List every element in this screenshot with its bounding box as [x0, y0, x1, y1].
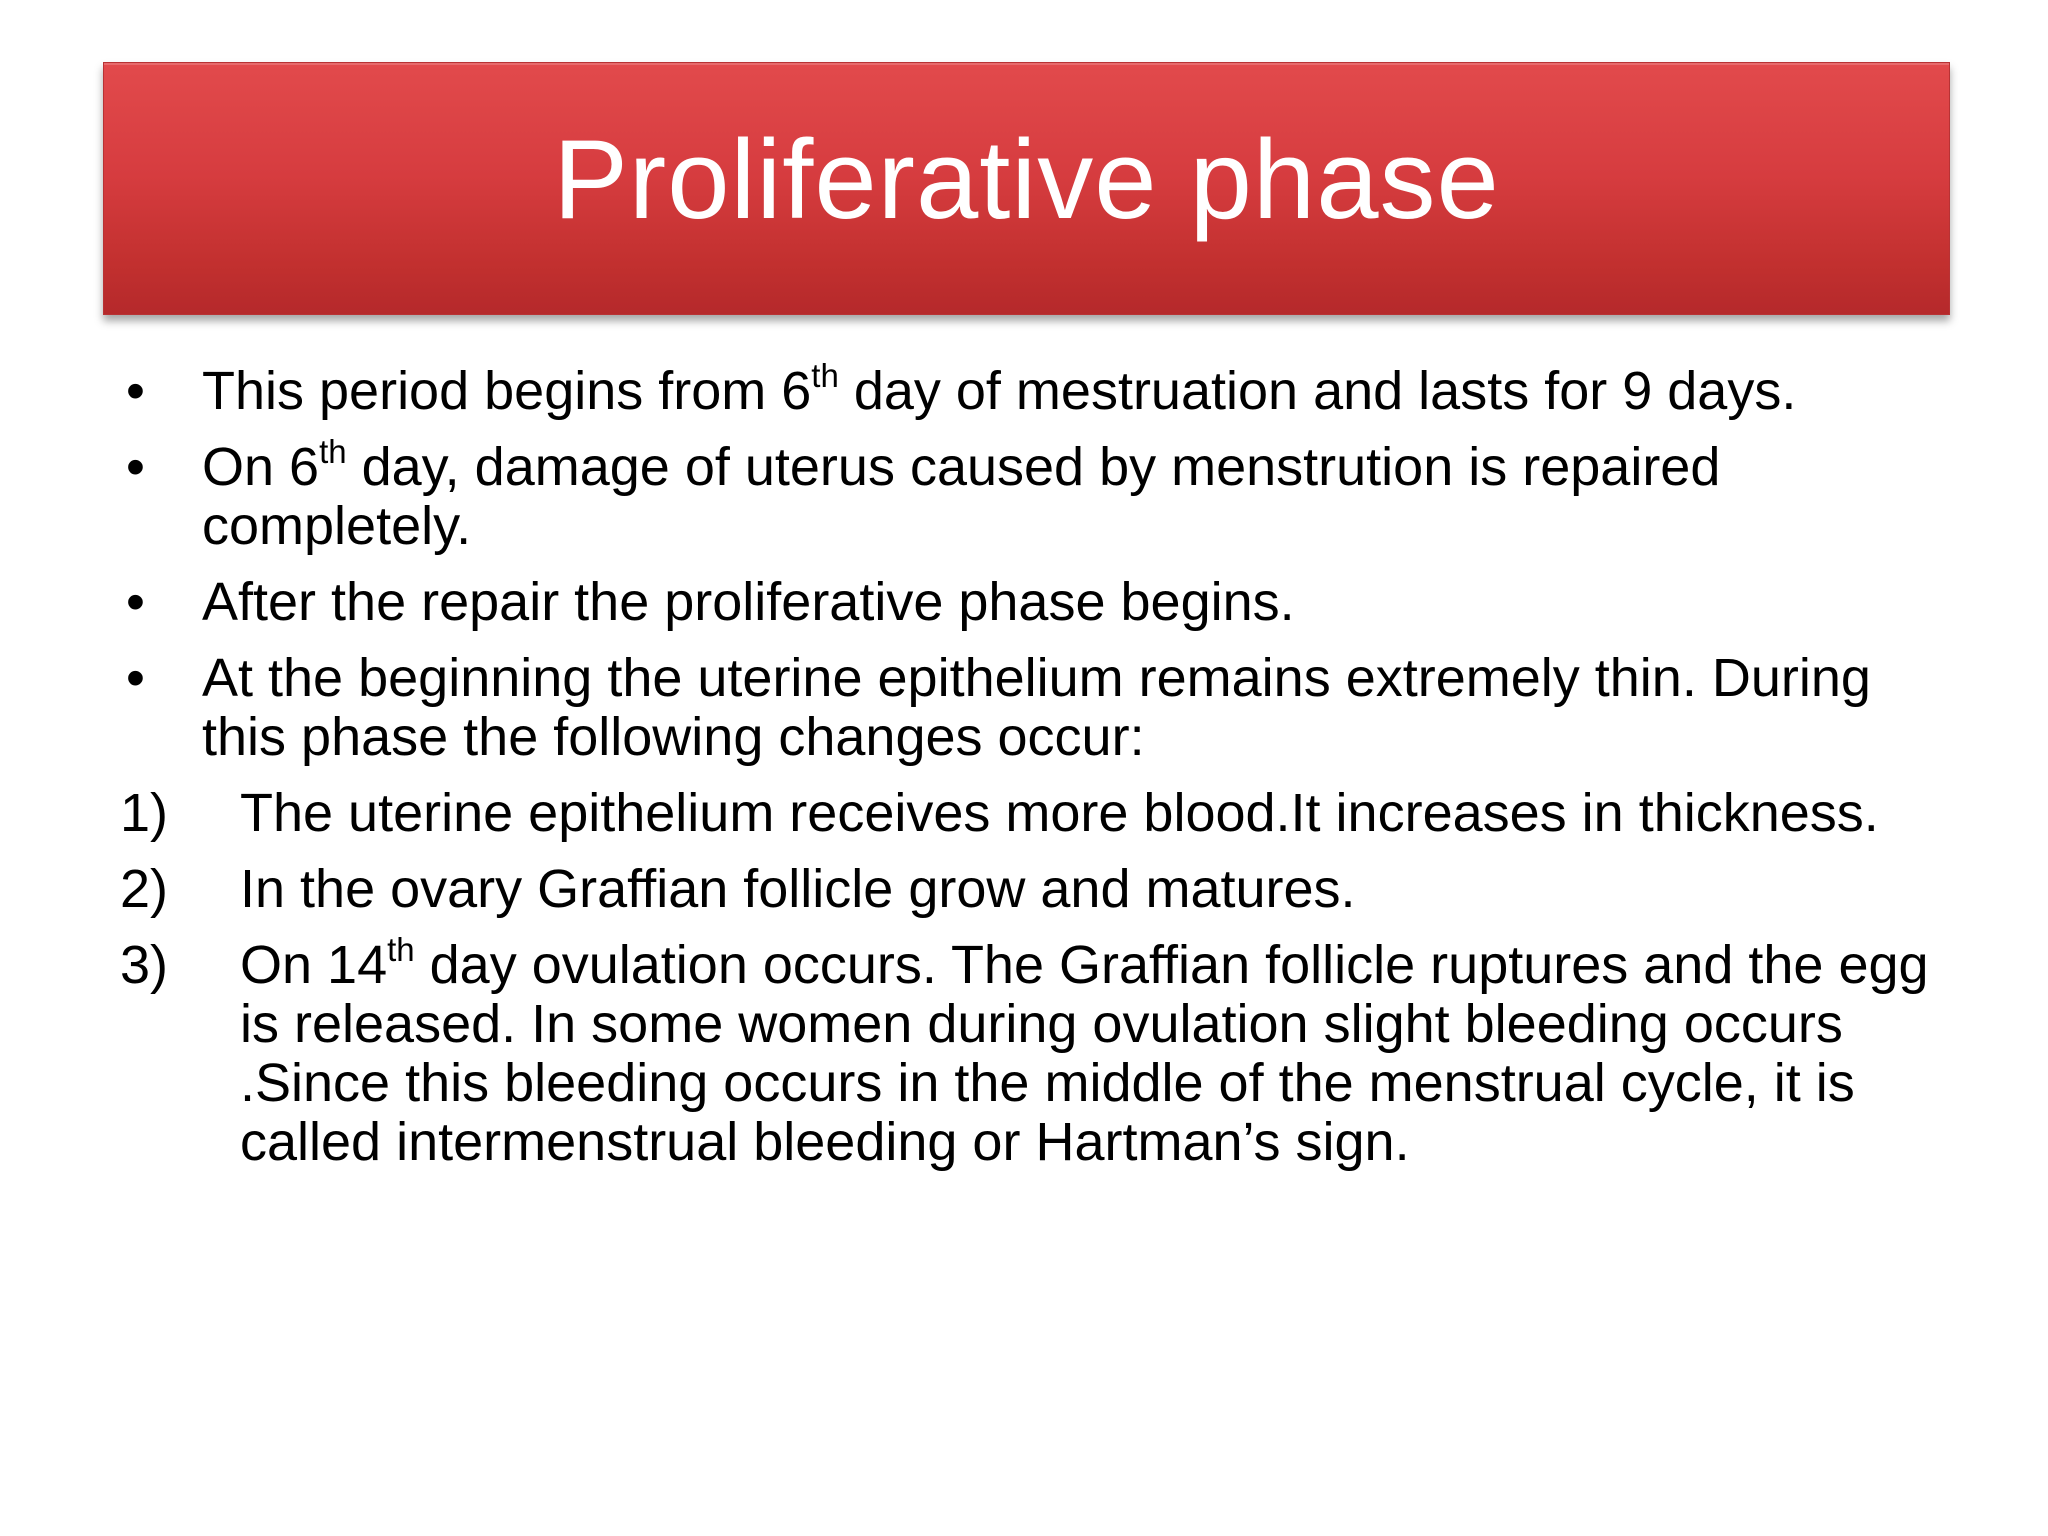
numbered-item-3: [120, 931, 1950, 1172]
numbered-text-end: day ovulation occurs. The Graffian follicle ruptures and the egg is released. In some women during ovulation slight bleeding occurs .Since this bleeding occurs in the middle of the menstrual cycle, it is called intermenstrual bleeding or Hartman’s sign.: [240, 935, 1929, 1172]
bullet-text: At the beginning the uterine epithelium remains extremely thin. During this phase the following changes occur:: [202, 648, 1871, 767]
bullet-text-start: This period begins from 6: [202, 361, 812, 421]
bullet-marker: •: [126, 437, 145, 497]
bullet-text: After the repair the proliferative phase begins.: [202, 572, 1295, 632]
slide-body: [120, 357, 1950, 1189]
bullet-text-start: On 6: [202, 437, 320, 497]
numbered-text: In the ovary Graffian follicle grow and matures.: [240, 859, 1356, 919]
numbered-item-1: [120, 784, 1950, 843]
bullet-item-2: [120, 433, 1950, 556]
bullet-marker: •: [126, 648, 145, 708]
bullet-item-4: [120, 649, 1950, 767]
bullet-text-end: day, damage of uterus caused by menstrution is repaired completely.: [202, 437, 1721, 556]
bullet-item-3: [120, 573, 1950, 632]
number-marker: 1): [120, 783, 169, 843]
number-marker: 3): [120, 935, 169, 995]
numbered-item-2: [120, 860, 1950, 919]
title-banner: [103, 62, 1950, 315]
bullet-item-1: [120, 357, 1950, 421]
slide-title: Proliferative phase: [553, 116, 1500, 242]
ordinal-suffix: th: [811, 357, 839, 394]
number-marker: 2): [120, 859, 169, 919]
bullet-marker: •: [126, 572, 145, 632]
numbered-text: The uterine epithelium receives more blood.It increases in thickness.: [240, 783, 1879, 843]
numbered-text-start: On 14: [240, 935, 388, 995]
bullet-text-end: day of mestruation and lasts for 9 days.: [838, 361, 1797, 421]
ordinal-suffix: th: [319, 433, 347, 470]
ordinal-suffix: th: [387, 931, 415, 968]
bullet-marker: •: [126, 361, 145, 421]
